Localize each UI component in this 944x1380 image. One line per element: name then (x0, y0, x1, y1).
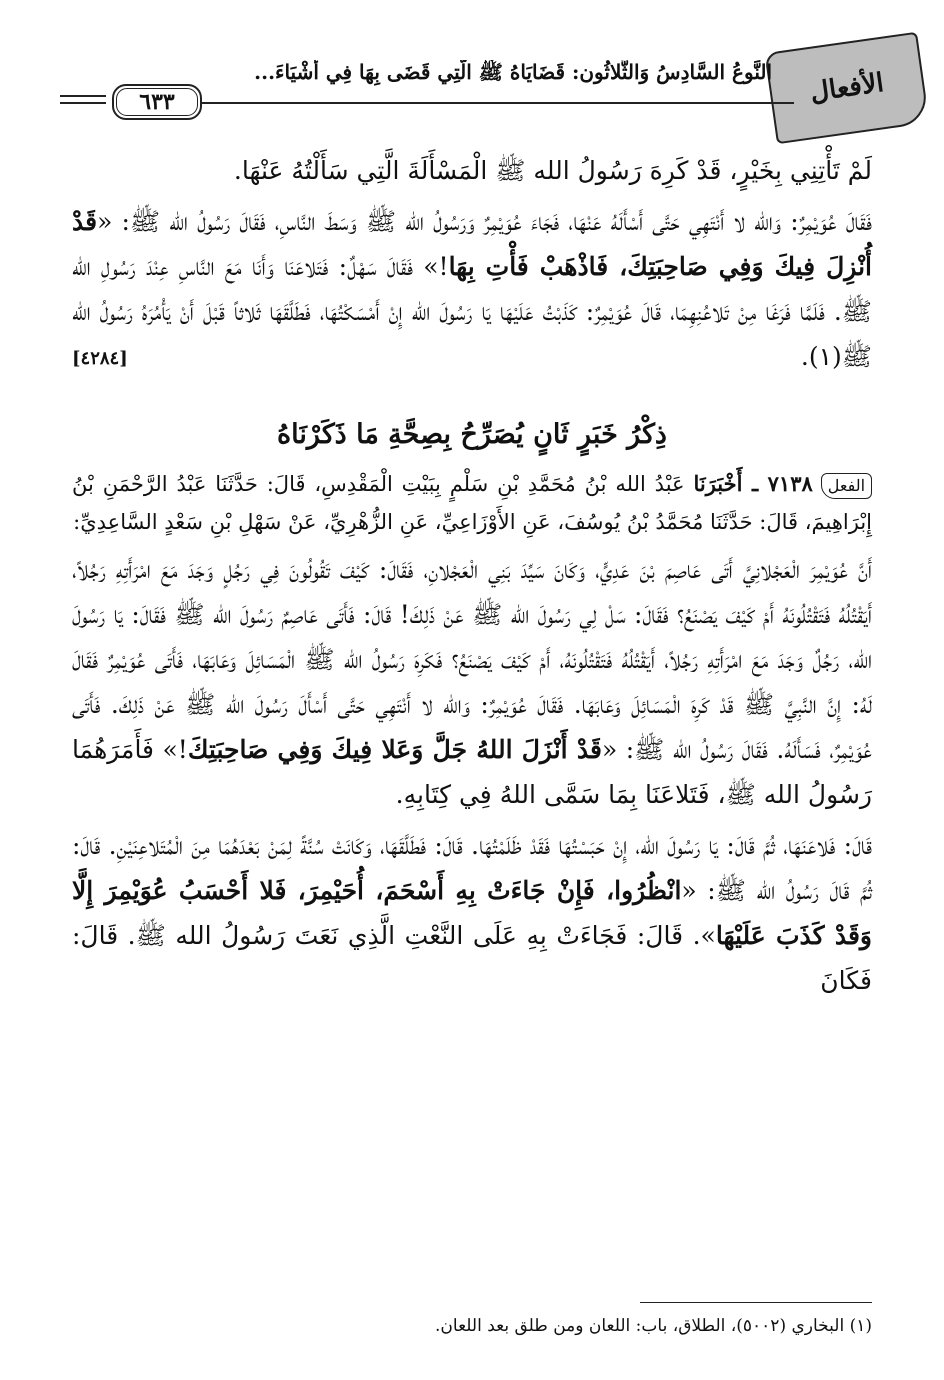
text: أَنَّ عُوَيْمِرَ الْعَجْلانِيَّ أَتَى عَاصِمَ بْنَ عَدِيٍّ، وَكَانَ سَيِّدَ بَنِي الْعَجْلانِ، فَقَالَ: كَيْفَ تَقُولُونَ فِي رَجُلٍ وَجَدَ مَعَ امْرَأَتِهِ رَجُلاً، أَيَقْتُلُهُ فَتَقْتُلُونَهُ أَمْ كَيْفَ يَصْنَعُ؟ فَقَالَ: سَلْ لِي رَسُولَ الله ﷺ عَنْ ذَلِكَ! قَالَ: فَأَتَى عَاصِمٌ رَسُولَ الله ﷺ فَقَالَ: يَا رَسُولَ الله، رَجُلٌ وَجَدَ مَعَ امْرَأَتِهِ رَجُلاً، أَيَقْتُلُهُ فَتَقْتُلُونَهُ، أَمْ كَيْفَ يَصْنَعُ؟ فَكَرِهَ رَسُولُ الله ﷺ الْمَسَائِلَ وَعَابَهَا، فَأَتَى عُوَيْمِرٌ فَقَالَ لَهُ: إِنَّ النَّبِيَّ ﷺ قَدْ كَرِهَ الْمَسَائِلَ وَعَابَهَا. فَقَالَ عُوَيْمِرٌ: وَالله لا أَنْتَهِي حَتَّى أَسْأَلَ رَسُولَ الله ﷺ عَنْ ذَلِكَ. فَأَتَى عُوَيْمِرٌ، فَسَأَلَهُ. فَقَالَ رَسُولُ الله ﷺ: « (72, 555, 872, 764)
section-heading: ذِكْرُ خَبَرٍ ثَانٍ يُصَرِّحُ بِصِحَّةِ مَا ذَكَرْنَاهُ (277, 419, 667, 450)
isnad-text: عَبْدُ الله بْنُ مُحَمَّدِ بْنِ سَلْمٍ بِبَيْتِ الْمَقْدِسِ، قَالَ: حَدَّثَنَا عَبْدُ الرَّحْمَنِ بْنُ إِبْرَاهِيمَ، قَالَ: حَدَّثَنَا مُحَمَّدُ بْنُ يُوسُفَ، عَنِ الأَوْزَاعِيِّ، عَنِ الزُّهْرِيِّ، عَنْ سَهْلِ بْنِ سَعْدٍ السَّاعِدِيِّ: (72, 472, 872, 534)
footnote-rule (640, 1302, 872, 1303)
decorative-lines (60, 95, 106, 109)
isnad-paragraph (72, 465, 872, 541)
paragraph (72, 199, 872, 379)
footnote: (١) البخاري (٥٠٠٢)، الطلاق، باب: اللعان ومن طلق بعد اللعان. (435, 1316, 872, 1336)
hadith-number: ٧١٣٨ ـ أَخْبَرَنَا (693, 471, 813, 496)
header-rule (154, 102, 794, 104)
text: لَمْ تَأْتِنِي بِخَيْرٍ، قَدْ كَرِهَ رَسُولُ الله ﷺ الْمَسْأَلَةَ الَّتِي سَأَلْتُهُ عَنْهَا. (233, 156, 872, 185)
hadith-reference: [٤٢٨٤] (72, 348, 128, 369)
paragraph (72, 823, 872, 1003)
chapter-tab-label: الأفعال (808, 68, 886, 108)
hadith-badge: الفعل (821, 473, 872, 499)
prophetic-quote: انْظُرُوا، فَإِنْ جَاءَتْ بِهِ أَسْحَمَ، أُحَيْمِرَ، فَلا أَحْسَبُ عُوَيْمِرَ إِلَّا وَقَدْ كَذَبَ عَلَيْهَا (72, 876, 872, 950)
prophetic-quote: قَدْ أُنْزِلَ فِيكَ وَفِي صَاحِبَتِكَ، فَاذْهَبْ فَأْتِ بِهَا (72, 207, 872, 281)
paragraph (72, 547, 872, 817)
text: قَالَ: فَلاعَنَهَا، ثُمَّ قَالَ: يَا رَسُولَ الله، إِنْ حَبَسْتُهَا فَقَدْ ظَلَمْتُهَا. قَالَ: فَطَلَّقَهَا، وَكَانَتْ سُنَّةً لِمَنْ بَعْدَهُمَا مِنَ الْمُتَلاعِنَيْنِ. قَالَ: ثُمَّ قَالَ رَسُولُ الله ﷺ: « (72, 831, 872, 905)
main-text (72, 148, 872, 1009)
text: فَقَالَ عُوَيْمِرٌ: وَالله لا أَنْتَهِي حَتَّى أَسْأَلَهُ عَنْهَا، فَجَاءَ عُوَيْمِرٌ وَرَسُولُ الله ﷺ وَسَطَ النَّاسِ، فَقَالَ رَسُولُ الله ﷺ: « (97, 207, 872, 236)
prophetic-quote: قَدْ أَنْزَلَ اللهُ جَلَّ وَعَلا فِيكَ وَفِي صَاحِبَتِكَ (187, 735, 602, 764)
paragraph (72, 148, 872, 193)
page-number: ٦٣٣ (112, 84, 202, 120)
text: !» فَقَالَ سَهْلٌ: فَتَلاعَنَا وَأَنَا مَعَ النَّاسِ عِنْدَ رَسُولِ الله ﷺ. فَلَمَّا فَرَغَا مِنْ تَلاعُنِهِمَا، قَالَ عُوَيْمِرٌ: كَذَبْتُ عَلَيْهَا يَا رَسُولَ الله إِنْ أَمْسَكْتُهَا، فَطَلَّقَهَا ثَلاثاً قَبْلَ أَنْ يَأْمُرَهُ رَسُولُ الله ﷺ(١). (72, 252, 872, 371)
page-header (0, 40, 944, 140)
text: !» فَأَمَرَهُمَا رَسُولُ الله ﷺ، فَتَلاعَنَا بِمَا سَمَّى اللهُ فِي كِتَابِهِ. (72, 735, 872, 809)
running-title: النَّوعُ السَّادِسُ وَالثَّلاثُون: قَضَايَاهُ ﷺ الَّتِي قَضَى بِهَا فِي أَشْيَاءَ... (254, 60, 772, 84)
text: ». قَالَ: فَجَاءَتْ بِهِ عَلَى النَّعْتِ الَّذِي نَعَتَ رَسُولُ الله ﷺ. قَالَ: فَكَانَ (72, 921, 872, 995)
chapter-tab (764, 32, 929, 145)
